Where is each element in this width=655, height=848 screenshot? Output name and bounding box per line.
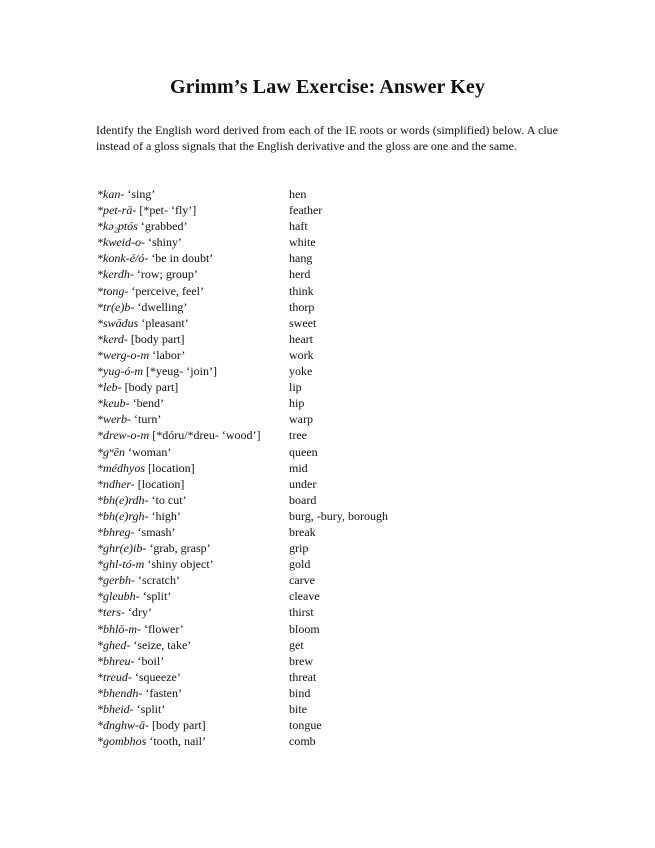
list-item [97,669,557,685]
english-derivative: lip [289,380,302,395]
ie-root-entry [97,508,289,524]
ie-root-entry [97,186,289,202]
list-item [97,411,557,427]
ie-root-entry [97,540,289,556]
root-gloss: ‘shiny’ [144,235,182,250]
list-item [97,266,557,282]
root-gloss: [*yeug- ‘join’] [142,364,217,379]
ie-root-entry [97,427,289,443]
ie-root: *gombhos [97,734,147,749]
list-item [97,540,557,556]
list-item [97,653,557,669]
root-gloss: ‘pleasant’ [138,315,189,330]
root-gloss: ‘flower’ [141,621,184,636]
english-derivative: comb [289,734,316,749]
ie-root-entry [97,733,289,749]
ie-root: *kweid-o- [97,235,145,250]
english-derivative: queen [289,444,318,459]
ie-root: *ghl-tó-m [97,557,145,572]
ie-root: *ghed- [97,637,131,652]
ie-root: *tong- [97,283,129,298]
list-item [97,508,557,524]
english-derivative: bite [289,702,307,716]
ie-root-entry [97,250,289,266]
root-gloss: ‘dry’ [125,605,152,620]
list-item [97,218,557,234]
root-gloss: ‘sing’ [124,187,156,201]
page-title: Grimm’s Law Exercise: Answer Key [170,76,485,98]
root-gloss: ‘seize, take’ [130,637,192,652]
english-derivative: bloom [289,621,320,636]
ie-root-entry [97,701,289,717]
root-gloss: ‘fasten’ [142,685,182,700]
ie-root-entry [97,653,289,669]
list-item [97,299,557,315]
ie-root-entry [97,379,289,395]
ie-root: *konk-é/ó- [97,251,149,266]
root-gloss: ‘high’ [148,508,181,523]
list-item [97,637,557,653]
ie-root-entry [97,460,289,476]
root-gloss: ‘boil’ [134,653,165,668]
list-item [97,331,557,347]
ie-root: *keub- [97,396,130,411]
ie-root-entry [97,331,289,347]
ie-root-entry [97,202,289,218]
list-item [97,604,557,620]
ie-root: *bhreu- [97,653,135,668]
ie-root-entry [97,283,289,299]
root-gloss: ‘shiny object’ [144,557,214,572]
list-item [97,283,557,299]
ie-root: *gerbh- [97,573,135,588]
ie-root-entry [97,588,289,604]
ie-root: *bhlō-m- [97,621,141,636]
ie-root: *gleubh- [97,589,140,604]
english-derivative: brew [289,653,313,668]
root-gloss: [location] [134,476,185,491]
list-item [97,427,557,443]
list-item [97,588,557,604]
ie-root-entry [97,556,289,572]
root-gloss: ‘squeeze’ [131,669,181,684]
english-derivative: warp [289,412,313,427]
ie-root: *bheid- [97,702,134,716]
root-gloss: ‘woman’ [125,444,172,459]
english-derivative: think [289,283,314,298]
list-item [97,460,557,476]
ie-root-entry [97,685,289,701]
english-derivative: haft [289,219,308,234]
root-gloss: ‘dwelling’ [134,299,188,314]
ie-root-entry [97,363,289,379]
list-item [97,250,557,266]
ie-root: *kerd- [97,331,128,346]
ie-root: *treud- [97,669,132,684]
ie-root: *tr(e)b- [97,299,135,314]
ie-root: *ghr(e)ib- [97,541,147,556]
list-item [97,315,557,331]
ie-root-entry [97,669,289,685]
english-derivative: burg, -bury, borough [289,508,388,523]
ie-root: *bh(e)rgh- [97,508,149,523]
root-gloss: ‘grab, grasp’ [146,541,211,556]
list-item [97,476,557,492]
english-derivative: tongue [289,718,322,733]
english-derivative: tree [289,428,307,443]
root-gloss: [body part] [121,380,179,395]
english-derivative: heart [289,331,313,346]
ie-root: *werg-o-m [97,347,150,362]
english-derivative: bind [289,685,311,700]
english-derivative: white [289,235,316,250]
english-derivative: grip [289,541,309,556]
ie-root-entry [97,347,289,363]
english-derivative: break [289,524,316,539]
list-item [97,717,557,733]
ie-root-entry [97,492,289,508]
english-derivative: gold [289,557,311,572]
list-item [97,379,557,395]
list-item [97,202,557,218]
english-derivative: mid [289,460,308,475]
list-item [97,701,557,717]
ie-root: *bhreg- [97,524,135,539]
english-derivative: work [289,347,314,362]
ie-root: *dnghw-ā- [97,718,149,733]
answer-key-list [97,186,557,749]
ie-root: *bhendh- [97,685,143,700]
ie-root-entry [97,315,289,331]
root-gloss: ‘turn’ [131,412,162,427]
english-derivative: herd [289,267,311,282]
english-derivative: yoke [289,364,313,379]
english-derivative: get [289,637,304,652]
ie-root-entry [97,218,289,234]
root-gloss: ‘to cut’ [148,492,187,507]
root-gloss: ‘smash’ [134,524,176,539]
ie-root: *kə₂ptós [97,219,138,234]
english-derivative: hip [289,396,305,411]
ie-root-entry [97,444,289,460]
root-gloss: ‘split’ [139,589,172,604]
list-item [97,492,557,508]
ie-root-entry [97,637,289,653]
ie-root: *bh(e)rdh- [97,492,149,507]
root-gloss: [*pet- ‘fly’] [136,203,197,218]
ie-root-entry [97,234,289,250]
ie-root: *yug-ó-m [97,364,143,379]
ie-root: *drew-o-m [97,428,150,443]
ie-root: *pet-rā- [97,203,137,218]
ie-root: *swādus [97,315,139,330]
root-gloss: [body part] [149,718,206,733]
root-gloss: [body part] [127,331,185,346]
root-gloss: ‘be in doubt’ [148,251,214,266]
ie-root: *kerdh- [97,267,134,282]
ie-root: *ters- [97,605,125,620]
list-item [97,186,557,202]
list-item [97,395,557,411]
list-item [97,347,557,363]
english-derivative: feather [289,203,323,218]
list-item [97,524,557,540]
list-item [97,363,557,379]
root-gloss: ‘bend’ [129,396,164,411]
ie-root: *ndher- [97,476,135,491]
english-derivative: carve [289,573,315,588]
english-derivative: cleave [289,589,320,604]
list-item [97,234,557,250]
english-derivative: thirst [289,605,314,620]
root-gloss: ‘row; group’ [133,267,198,282]
ie-root-entry [97,411,289,427]
list-item [97,621,557,637]
ie-root: *leb- [97,380,122,395]
list-item [97,572,557,588]
english-derivative: threat [289,669,317,684]
ie-root: *werb- [97,412,131,427]
root-gloss: ‘split’ [133,702,166,716]
english-derivative: under [289,476,317,491]
ie-root-entry [97,266,289,282]
ie-root-entry [97,621,289,637]
english-derivative: hen [289,187,307,201]
root-gloss: ‘perceive, feel’ [128,283,204,298]
list-item [97,556,557,572]
ie-root: *médhyos [97,460,145,475]
ie-root: *gʷēn [97,444,125,459]
ie-root-entry [97,395,289,411]
root-gloss: [*dóru/*dreu- ‘wood’] [149,428,261,443]
ie-root: *kan- [97,187,125,201]
ie-root-entry [97,572,289,588]
list-item [97,444,557,460]
english-derivative: thorp [289,299,315,314]
instructions-paragraph: Identify the English word derived from each of the IE roots or words (simplified) below. A clue instead of a gloss signals that the English derivative and the gloss are one and the same. [96,123,558,153]
english-derivative: board [289,492,317,507]
ie-root-entry [97,476,289,492]
list-item [97,685,557,701]
ie-root-entry [97,299,289,315]
root-gloss: [location] [145,460,195,475]
ie-root-entry [97,604,289,620]
root-gloss: ‘grabbed’ [137,219,188,234]
english-derivative: hang [289,251,313,266]
english-derivative: sweet [289,315,317,330]
root-gloss: ‘tooth, nail’ [146,734,206,749]
list-item [97,733,557,749]
root-gloss: ‘labor’ [149,347,186,362]
root-gloss: ‘scratch’ [135,573,180,588]
ie-root-entry [97,717,289,733]
ie-root-entry [97,524,289,540]
